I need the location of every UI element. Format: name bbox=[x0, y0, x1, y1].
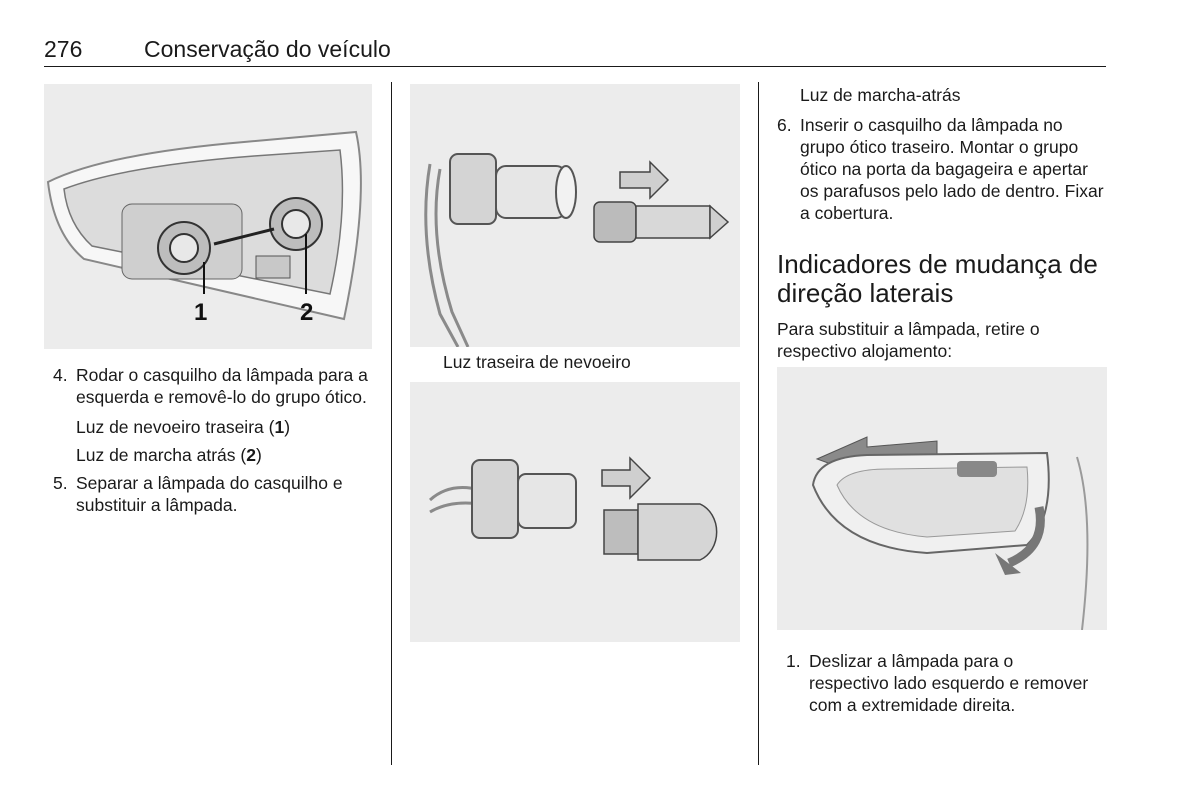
side-indicator-steps bbox=[786, 650, 1096, 716]
step-1-number: 1. bbox=[786, 651, 801, 671]
step-5 bbox=[53, 472, 373, 516]
step-4-text: Rodar o casquilho da lâmpada para a esquerda e removê-lo do grupo ótico. bbox=[76, 365, 368, 407]
reverse-light-ref: Luz de marcha atrás (2) bbox=[76, 445, 262, 465]
reverse-bulb-illustration bbox=[410, 382, 740, 642]
page-title: Conservação do veículo bbox=[144, 36, 391, 62]
step-6 bbox=[777, 114, 1107, 224]
step-5-number: 5. bbox=[53, 473, 68, 493]
caption-reverse-light: Luz de marcha-atrás bbox=[800, 85, 961, 105]
step-5-text: Separar a lâmpada do casquilho e substituir a lâmpada. bbox=[76, 473, 343, 515]
page-header bbox=[44, 36, 1106, 67]
step-6-number: 6. bbox=[777, 115, 792, 135]
page-number: 276 bbox=[44, 36, 83, 62]
intro-text: Para substituir a lâmpada, retire o respectivo alojamento: bbox=[777, 319, 1040, 361]
steps-column-1 bbox=[53, 364, 373, 516]
step-1-text: Deslizar a lâmpada para o respectivo lado esquerdo e remover com a extremidade direita. bbox=[809, 651, 1089, 715]
fog-bulb-illustration bbox=[410, 84, 740, 347]
step-6-text: Inserir o casquilho da lâmpada no grupo ótico traseiro. Montar o grupo ótico na porta da bagageira e apertar os parafusos pelo lado de dentro. Fixar a cobertura. bbox=[800, 115, 1104, 223]
callout-1: 1 bbox=[194, 299, 208, 326]
caption-fog-light: Luz traseira de nevoeiro bbox=[443, 352, 631, 372]
side-indicator-illustration bbox=[777, 367, 1107, 630]
section-heading: Indicadores de mudança de direção laterais bbox=[777, 249, 1098, 308]
column-divider-right bbox=[758, 82, 759, 765]
fog-light-ref: Luz de nevoeiro traseira (1) bbox=[76, 417, 291, 437]
step-4 bbox=[53, 364, 373, 408]
steps-column-3 bbox=[777, 84, 1107, 224]
step-4-number: 4. bbox=[53, 365, 68, 385]
step-1 bbox=[786, 650, 1096, 716]
tail-light-illustration bbox=[44, 84, 372, 349]
callout-2: 2 bbox=[300, 299, 314, 326]
column-divider-left bbox=[391, 82, 392, 765]
